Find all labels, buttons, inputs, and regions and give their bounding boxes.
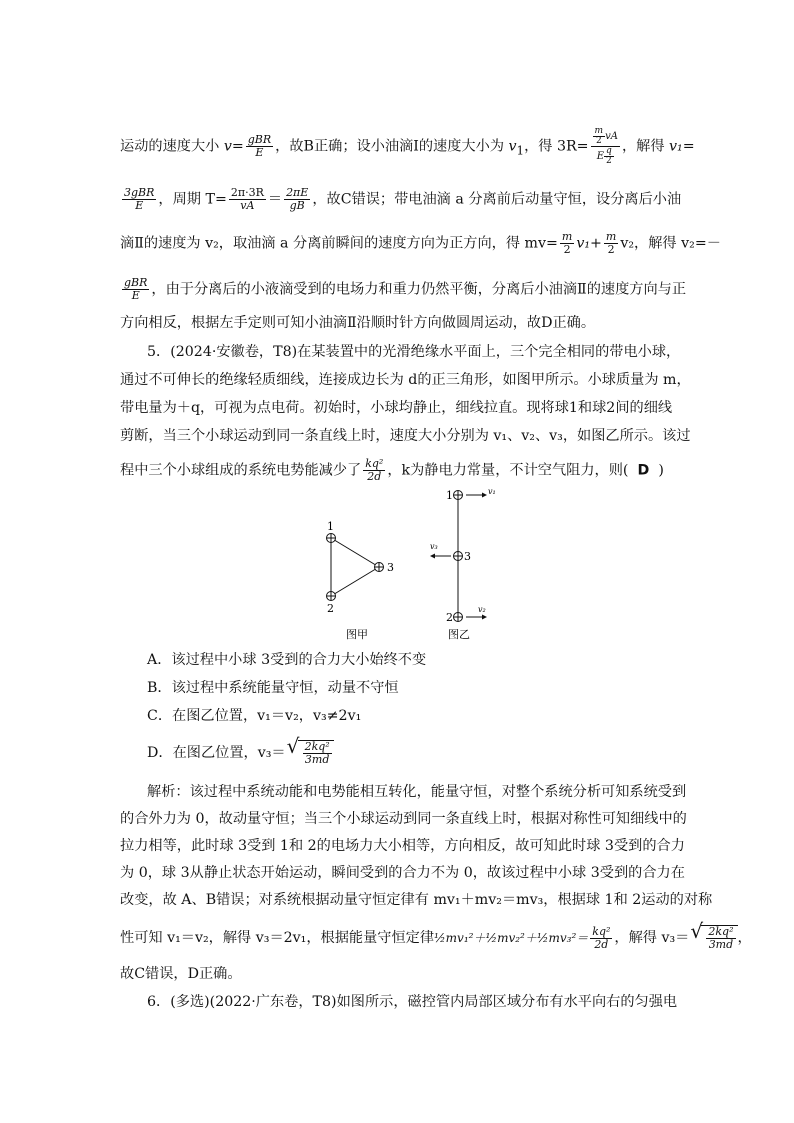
figure-yi-caption: 图乙	[448, 628, 470, 641]
label-1-jia: 1	[327, 520, 334, 533]
solution-line-4: $\frac{\text{gBR}}{E}$ ，由于分离后的小液滴受到的电场力和重力仍然平衡，分离后小油滴Ⅱ的速度方向与正	[124, 276, 687, 302]
question-5-line-4: 剪断，当三个小球运动到同一条直线上时，速度大小分别为 v₁、v₂、v₃，如图乙所示。该过	[120, 428, 691, 444]
analysis-line-5: 改变，故 A、B错误；对系统根据动量守恒定律有 mv₁＋mv₂＝mv₃，根据球 1和 2运动的对称	[120, 892, 713, 908]
ball-2-yi	[454, 613, 463, 622]
solution-line-2: $\frac{\text{3gBR}}{E}$ ，周期 T= $\frac{2\pi\cdot 3R}{vA}$ ＝ $\frac{2\pi E}{gB}$ ，故C错误；带电油滴 a 分离前后动量守恒，设分离后小油	[124, 186, 682, 212]
ball-3-yi	[454, 552, 463, 561]
ball-3-jia	[375, 563, 384, 572]
question-5-line-5: 程中三个小球组成的系统电势能减少了 $\frac{\text{kq²}}{2d}$ ，k为静电力常量，不计空气阻力，则( D )	[120, 457, 664, 483]
label-2-yi: 2	[446, 611, 453, 624]
option-b: B．该过程中系统能量守恒，动量不守恒	[147, 680, 399, 696]
ball-1-yi	[454, 491, 463, 500]
label-2-jia: 2	[327, 602, 334, 615]
figure-jia	[327, 520, 395, 641]
option-c: C．在图乙位置，v₁＝v₂，v₃≠2v₁	[147, 708, 362, 724]
analysis-line-2: 的合外力为 0，故动量守恒；当三个小球运动到同一条直线上时，根据对称性可知细线中的	[120, 811, 687, 827]
figure-yi	[430, 487, 496, 641]
analysis-line-7: 故C错误，D正确。	[120, 966, 242, 982]
analysis-line-3: 拉力相等，此时球 3受到 1和 2的电场力大小相等，方向相反，故可知此时球 3受到的合力	[120, 838, 685, 854]
velocity-label-v1: v₁	[488, 487, 496, 496]
figure-jia-caption: 图甲	[346, 628, 368, 641]
question-5-line-2: 通过不可伸长的绝缘轻质细线，连接成边长为 d的正三角形，如图甲所示。小球质量为 m，	[120, 372, 691, 388]
velocity-label-v2: v₂	[478, 605, 486, 614]
question-6-line-1: 6．(多选)(2022·广东卷，T8)如图所示，磁控管内局部区域分布有水平向右的匀强电	[147, 994, 678, 1010]
ball-1-jia	[327, 534, 336, 543]
figure-diagrams	[300, 485, 530, 645]
question-5-line-3: 带电量为＋q，可视为点电荷。初始时，小球均静止，细线拉直。现将球1和球2间的细线	[120, 400, 673, 416]
analysis-line-1: 解析：该过程中系统动能和电势能相互转化，能量守恒，对整个系统分析可知系统受到	[147, 784, 687, 800]
velocity-label-v3: v₃	[430, 542, 438, 551]
solution-line-5: 方向相反，根据左手定则可知小油滴Ⅱ沿顺时针方向做圆周运动，故D正确。	[120, 315, 596, 331]
ball-2-jia	[327, 592, 336, 601]
label-3-yi: 3	[464, 550, 471, 563]
label-3-jia: 3	[387, 561, 394, 574]
answer-mark: D	[637, 462, 650, 479]
option-a: A．该过程中小球 3受到的合力大小始终不变	[147, 652, 427, 668]
option-d: D．在图乙位置，v₃＝ √ $\frac{\text{2kq²}}{3md}$	[147, 740, 707, 766]
question-5-line-1: 5．(2024·安徽卷，T8)在某装置中的光滑绝缘水平面上，三个完全相同的带电小球，	[147, 344, 681, 360]
label-1-yi: 1	[446, 489, 453, 502]
solution-line-3: 滴Ⅱ的速度为 v₂，取油滴 a 分离前瞬间的速度方向为正方向，得 mv= $\frac{m}{2}$ v₁+ $\frac{m}{2}$ v₂，解得 v₂=－	[120, 230, 721, 256]
analysis-line-6: 性可知 v₁＝v₂，解得 v₃＝2v₁，根据能量守恒定律½mv₁²＋½mv₂²＋½mv₃²＝ $\frac{\text{kq²}}{2d}$ ，解得 v₃＝ √ $\frac{\text{2kq²}}{3md}$ ，	[120, 925, 680, 951]
analysis-line-4: 为 0，球 3从静止状态开始运动，瞬间受到的合力不为 0，故该过程中小球 3受到的合力在	[120, 865, 685, 881]
solution-line-1: 运动的速度大小 v= $\frac{\text{gBR}}{E}$ ，故B正确；设小油滴Ⅰ的速度大小为 $v_1$，得 3R= $\frac{m}{2}$ vA E $\frac{q}{2}$ ，解得 v₁=	[120, 126, 695, 166]
